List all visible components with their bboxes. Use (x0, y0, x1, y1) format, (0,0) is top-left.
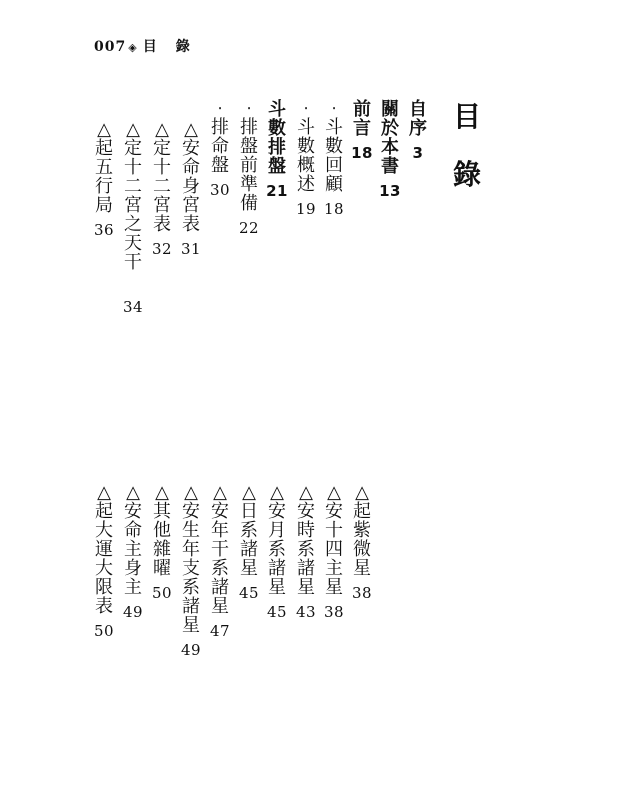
toc-entry-title: △ 定 十 二 宮 之 天 干 (124, 119, 142, 273)
toc-entry (294, 100, 318, 219)
toc-entry-page-number: 32 (151, 240, 173, 258)
toc-entry (150, 483, 174, 603)
toc-entry-page-number: 22 (238, 219, 260, 237)
toc-entry-title: △ 起 五 行 局 (95, 119, 113, 216)
toc-entry-title: △ 安 年 干 系 諸 星 (211, 482, 229, 617)
running-head (94, 36, 191, 56)
toc-title-glyph: 錄 (452, 158, 481, 191)
toc-entry (208, 483, 232, 641)
toc-entry (121, 120, 145, 317)
toc-entry (350, 100, 374, 163)
toc-title (450, 100, 484, 192)
toc-entry-title: 關 於 本 書 (381, 99, 399, 177)
toc-entry-page-number: 43 (295, 603, 317, 621)
toc-entry (92, 483, 116, 641)
toc-entry-title: △ 安 月 系 諸 星 (268, 482, 286, 598)
toc-entry (179, 120, 203, 259)
toc-entry (350, 483, 374, 603)
toc-entry-title: 斗 數 排 盤 (268, 99, 286, 177)
toc-entry-title: △ 定 十 二 宮 表 (153, 119, 171, 235)
toc-entry-title: ‧ 排 盤 前 準 備 (240, 99, 258, 214)
toc-entry-title: 自 序 (409, 99, 427, 139)
toc-entry-page-number: 47 (209, 622, 231, 640)
toc-entry-page-number: 34 (122, 298, 144, 316)
toc-entry-page-number: 18 (351, 144, 373, 162)
toc-entry (265, 100, 289, 201)
toc-entry (322, 100, 346, 219)
toc-entry (208, 100, 232, 200)
toc-entry-page-number: 36 (93, 221, 115, 239)
toc-entry-page-number: 30 (209, 181, 231, 199)
toc-entry-title: 前 言 (353, 99, 371, 139)
running-head-title-a: 目 (142, 39, 158, 55)
running-head-title-b: 錄 (175, 39, 191, 55)
toc-entry-page-number: 13 (379, 182, 401, 200)
toc-entry (322, 483, 346, 622)
toc-entry-page-number: 38 (351, 584, 373, 602)
toc-entry-title: △ 安 十 四 主 星 (325, 482, 343, 598)
toc-entry-title: △ 安 命 身 宮 表 (182, 119, 200, 235)
toc-entry-page-number: 45 (266, 603, 288, 621)
toc-entry (265, 483, 289, 622)
toc-entry-page-number: 19 (295, 200, 317, 218)
toc-entry-page-number: 50 (151, 584, 173, 602)
toc-entry-page-number: 45 (238, 584, 260, 602)
toc-entry-title: △ 安 命 主 身 主 (124, 482, 142, 598)
toc-entry-page-number: 49 (180, 641, 202, 659)
toc-entry (378, 100, 402, 201)
toc-entry (294, 483, 318, 622)
toc-entry-page-number: 18 (323, 200, 345, 218)
toc-entry-page-number: 38 (323, 603, 345, 621)
toc-entry (406, 100, 430, 163)
toc-title-glyph: 目 (452, 100, 481, 133)
toc-entry-title: ‧ 斗 數 概 述 (297, 99, 315, 195)
toc-entry-page-number: 31 (180, 240, 202, 258)
toc-entry-title: △ 其 他 雜 曜 (153, 482, 171, 579)
toc-entry (92, 120, 116, 240)
toc-entry (179, 483, 203, 660)
toc-entry-title: △ 日 系 諸 星 (240, 482, 258, 579)
toc-entry-title: △ 起 紫 微 星 (353, 482, 371, 579)
toc-entry (237, 483, 261, 603)
toc-entry-title: △ 安 時 系 諸 星 (297, 482, 315, 598)
toc-entry-title: ‧ 排 命 盤 (211, 99, 229, 176)
toc-entry (121, 483, 145, 622)
toc-entry-page-number: 50 (93, 622, 115, 640)
toc-entry (150, 120, 174, 259)
diamond-marker-icon: ◈ (128, 41, 138, 54)
toc-entry-title: △ 起 大 運 大 限 表 (95, 482, 113, 617)
toc-entry-title: △ 安 生 年 支 系 諸 星 (182, 482, 200, 636)
toc-entry-page-number: 21 (266, 182, 288, 200)
toc-entry-page-number: 49 (122, 603, 144, 621)
toc-entry (237, 100, 261, 238)
page-number: 007 (94, 39, 127, 55)
toc-entry-page-number: 3 (412, 144, 424, 162)
toc-entry-title: ‧ 斗 數 回 顧 (325, 99, 343, 195)
